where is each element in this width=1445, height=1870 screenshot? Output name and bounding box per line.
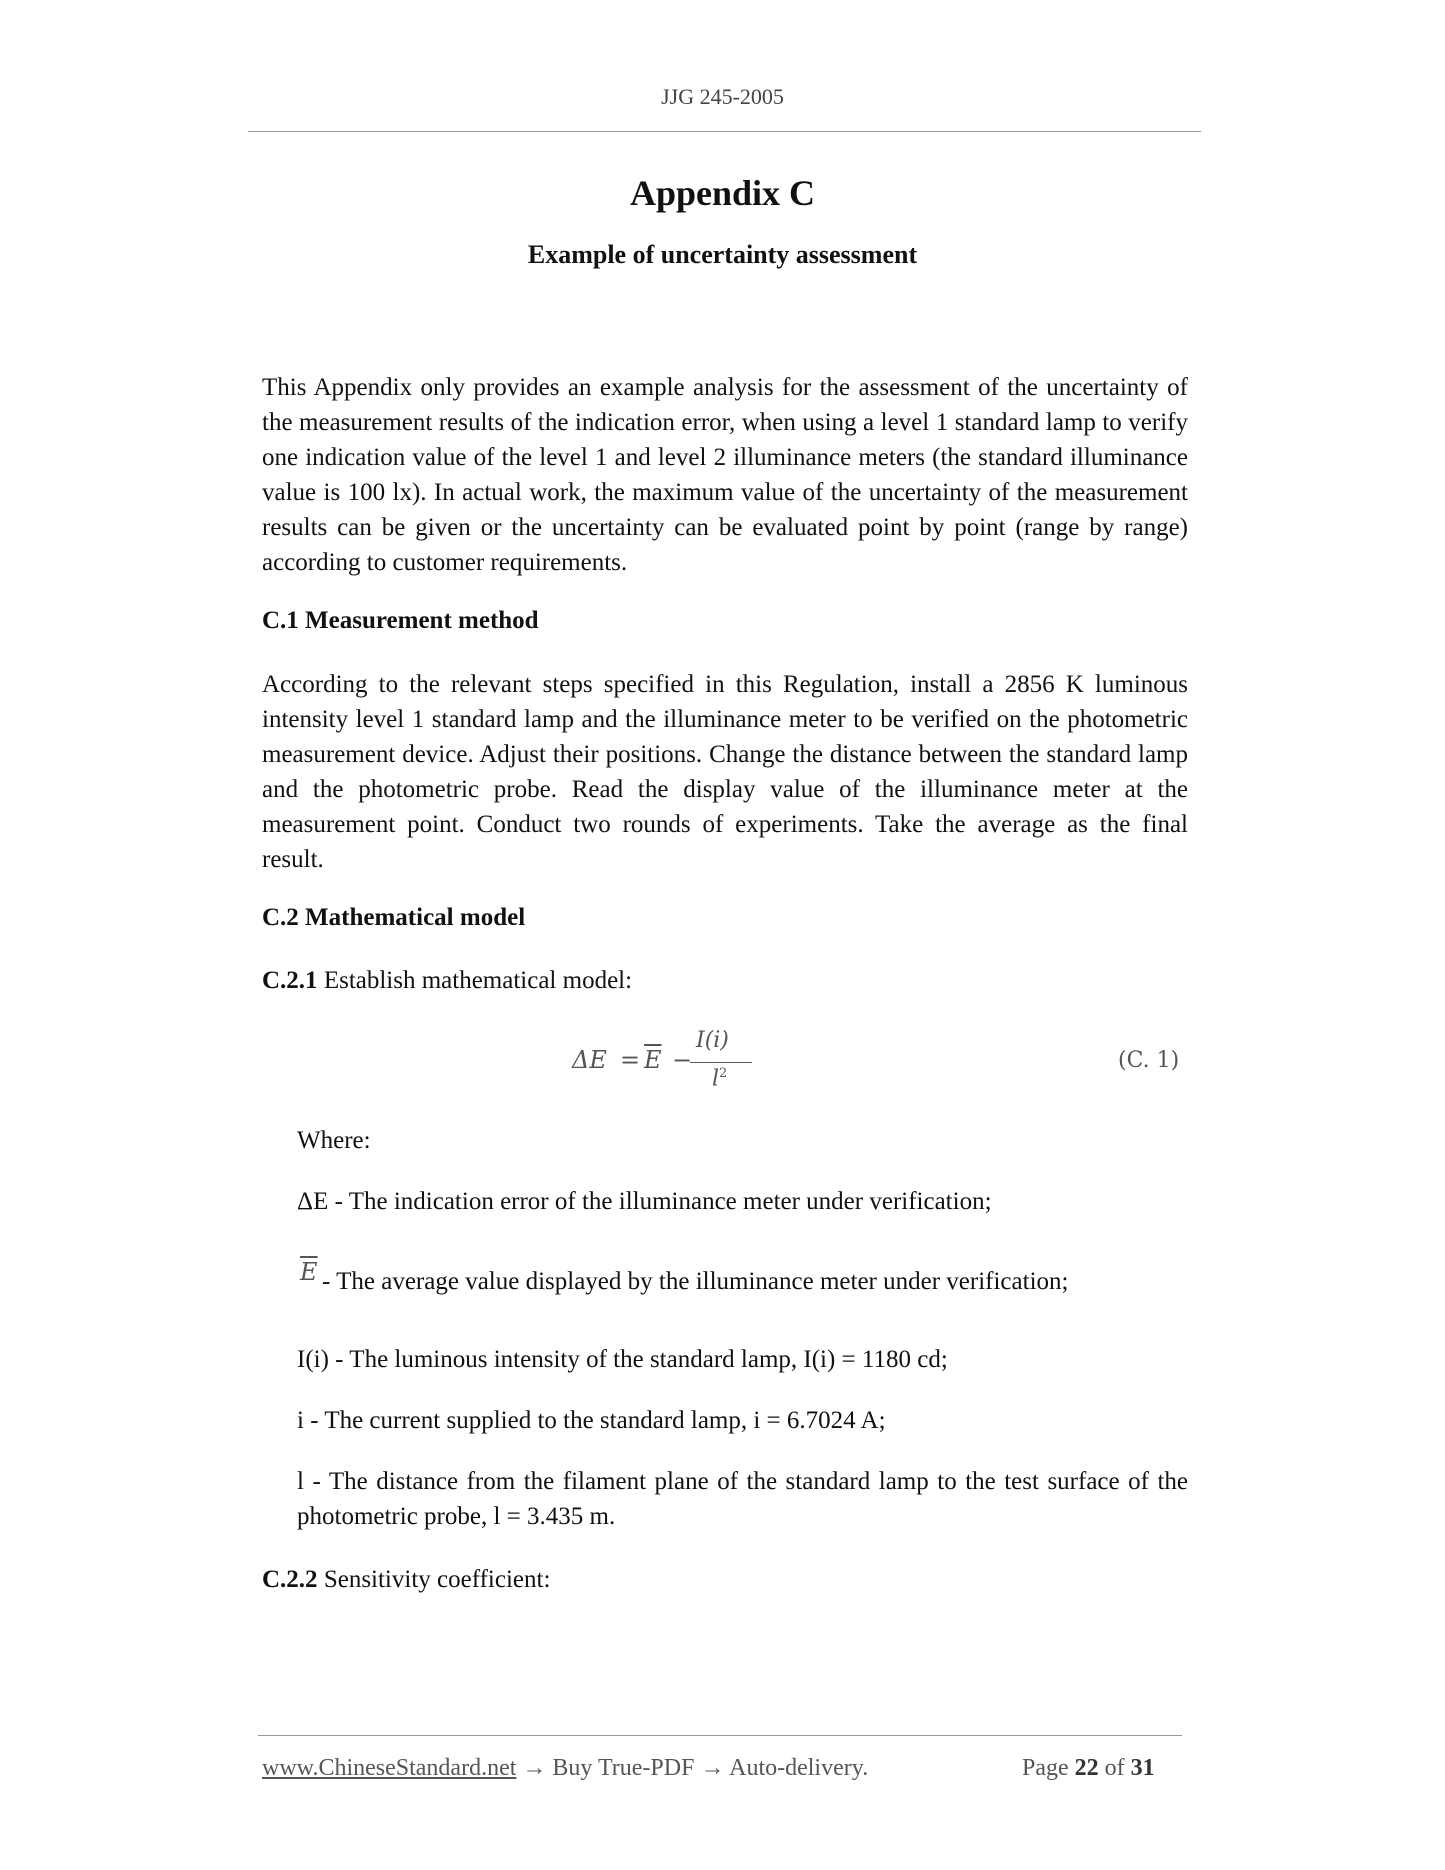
subsection-c21 [262,963,632,998]
def-distance: l - The distance from the filament plane of the standard lamp to the test surface of the photometric probe, l = 3.435 m. [297,1468,1188,1530]
equation-equals: = [620,1046,641,1074]
denominator-exponent: 2 [719,1066,728,1081]
def-current: i - The current supplied to the standard lamp, i = 6.7024 A; [297,1407,886,1434]
page-label: Page [1022,1755,1069,1781]
intro-paragraph: This Appendix only provides an example analysis for the assessment of the uncertainty of the measurement results of the indication error, when using a level 1 standard lamp to verify one indication value of the level 1 and level 2 illuminance meters (the standard illuminance value is 100 lx). In actual work, the maximum value of the uncertainty of the measurement results can be given or the uncertainty can be evaluated point by point (range by range) according to customer requirements. [262,374,1188,576]
def-intensity: I(i) - The luminous intensity of the standard lamp, I(i) = 1180 cd; [297,1346,948,1373]
footer-promo [262,1755,868,1782]
equation-lhs: ΔE [572,1046,607,1074]
subsection-c22 [262,1562,550,1597]
header-divider [248,131,1201,132]
footer-promo-text: → Buy True-PDF → Auto-delivery. [516,1755,869,1781]
subsection-c21-text: Establish mathematical model: [317,967,633,994]
equation-ebar: $\overline{E}$ [644,1046,662,1074]
appendix-title: Appendix C [629,173,816,213]
equation-minus: − [672,1046,693,1074]
def-delta-e: ΔE - The indication error of the illuminance meter under verification; [297,1188,992,1215]
subsection-c22-number: C.2.2 [262,1566,318,1593]
fraction-bar [690,1062,752,1063]
page-of: of [1104,1755,1125,1781]
c1-paragraph: According to the relevant steps specified in this Regulation, install a 2856 K luminous intensity level 1 standard lamp and the illuminance meter to be verified on the photometric measurement device. Adjust their positions. Change the distance between the standard lamp and the photometric probe. Read the display value of the illuminance meter at the measurement point. Conduct two rounds of experiments. Take the average as the final result. [262,671,1188,873]
def-ebar-text: - The average value displayed by the illuminance meter under verification; [322,1268,1069,1295]
equation-number: (C. 1) [1118,1048,1180,1073]
website-link[interactable]: www.ChineseStandard.net [262,1755,517,1781]
appendix-subtitle: Example of uncertainty assessment [527,240,918,269]
page-current: 22 [1074,1755,1099,1781]
footer-divider [258,1735,1182,1736]
equation-denominator [712,1066,727,1091]
denominator-base: l [712,1066,720,1092]
equation-numerator: I(i) [696,1028,729,1053]
page-total: 31 [1130,1755,1155,1781]
section-heading-c1: C.1 Measurement method [262,607,539,634]
subsection-c22-text: Sensitivity coefficient: [317,1566,551,1593]
def-ebar-symbol: $\overline{E}$ [300,1258,318,1286]
equation-c1 [572,1028,762,1090]
document-code-header: JJG 245-2005 [661,84,784,109]
page-indicator [1022,1755,1155,1782]
section-heading-c2: C.2 Mathematical model [262,904,526,931]
where-label: Where: [297,1127,371,1154]
subsection-c21-number: C.2.1 [262,967,318,994]
